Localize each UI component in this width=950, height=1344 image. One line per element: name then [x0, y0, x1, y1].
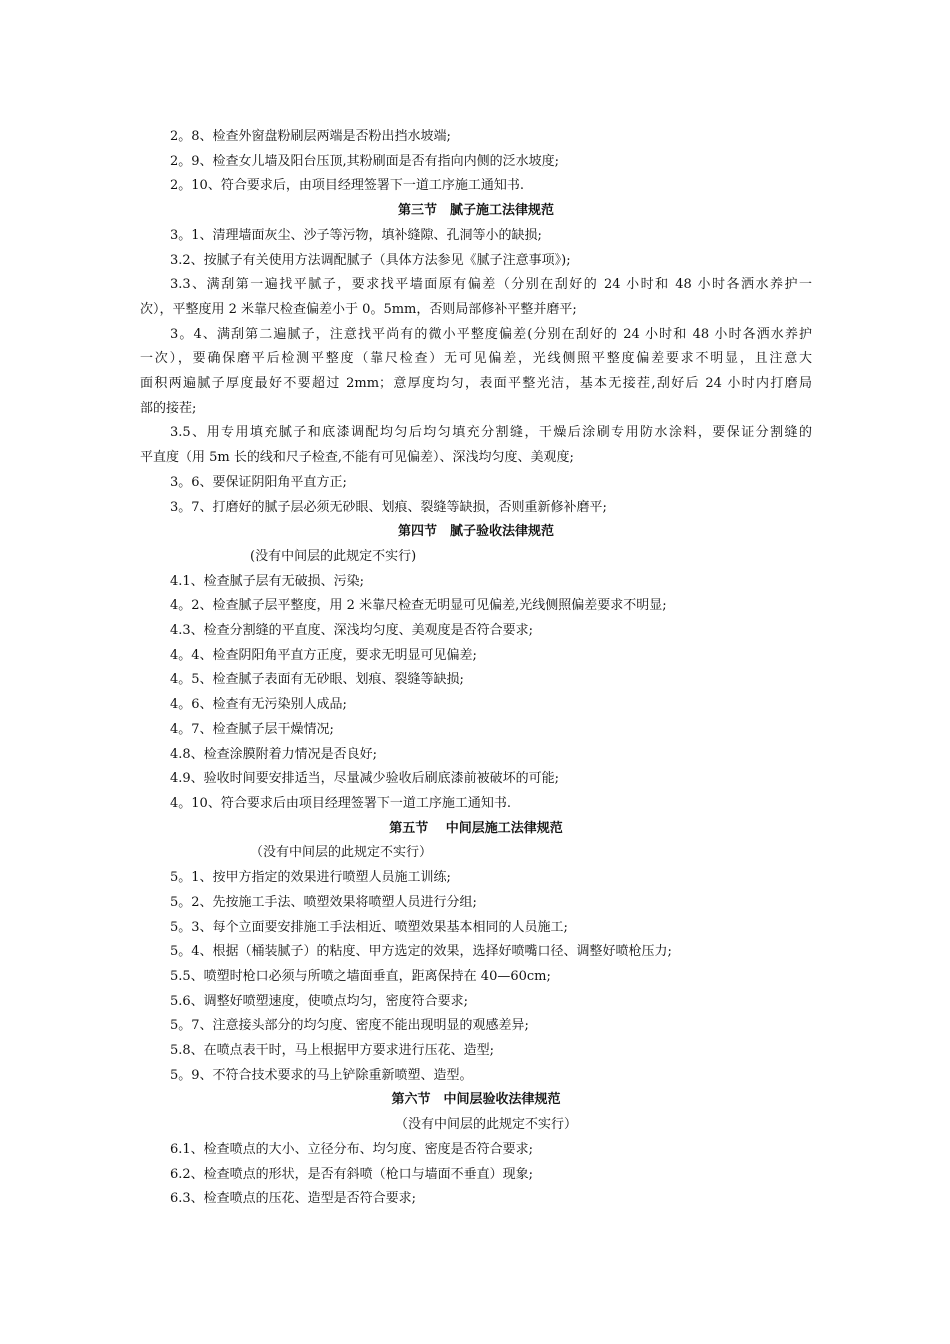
clause-3-3-line-2: 次），平整度用 2 米靠尺检查偏差小于 0。5mm，否则局部修补平整并磨平;: [140, 301, 577, 317]
clause-5-4: 5。4、根据（桶装腻子）的粘度、甲方选定的效果，选择好喷嘴口径、调整好喷枪压力;: [170, 944, 672, 960]
clause-4-5: 4。5、检查腻子表面有无砂眼、划痕、裂缝等缺损;: [170, 672, 464, 688]
clause-3-4-line-2: 一次），要确保磨平后检测平整度（靠尺检查）无可见偏差，光线侧照平整度偏差要求不明显，且注意大: [140, 351, 812, 367]
clause-3-4-line-3: 面积两遍腻子厚度最好不要超过 2mm；意厚度均匀，表面平整光洁，基本无接茬,刮好后 24 小时内打磨局: [140, 376, 812, 392]
section-3-heading: 第三节 腻子施工法律规范: [397, 203, 554, 219]
clause-6-3: 6.3、检查喷点的压花、造型是否符合要求;: [170, 1191, 417, 1207]
clause-2-8: 2。8、检查外窗盘粉刷层两端是否粉出挡水坡端;: [170, 129, 451, 144]
clause-3-6: 3。6、要保证阴阳角平直方正;: [170, 474, 347, 490]
clause-3-7: 3。7、打磨好的腻子层必须无砂眼、划痕、裂缝等缺损，否则重新修补磨平;: [170, 499, 607, 515]
document-body: [140, 125, 812, 1212]
clause-4-6: 4。6、检查有无污染别人成品;: [170, 697, 347, 713]
clause-3-3-line-1: 3.3、满刮第一遍找平腻子，要求找平墙面原有偏差（分别在刮好的 24 小时和 48 小时各洒水养护一: [170, 277, 812, 293]
clause-4-2: 4。2、检查腻子层平整度，用 2 米靠尺检查无明显可见偏差,光线侧照偏差要求不明显;: [170, 598, 667, 614]
clause-3-2: 3.2、按腻子有关使用方法调配腻子（具体方法参见《腻子注意事项》);: [170, 252, 571, 268]
clause-4-7: 4。7、检查腻子层干燥情况;: [170, 721, 334, 737]
clause-4-3: 4.3、检查分割缝的平直度、深浅均匀度、美观度是否符合要求;: [170, 623, 534, 639]
clause-5-6: 5.6、调整好喷塑速度，使喷点均匀，密度符合要求;: [170, 993, 469, 1009]
clause-5-2: 5。2、先按施工手法、喷塑效果将喷塑人员进行分组;: [170, 894, 477, 910]
section-6-note: （没有中间层的此规定不实行）: [394, 1117, 577, 1133]
section-4-heading: 第四节 腻子验收法律规范: [397, 524, 554, 540]
clause-5-7: 5。7、注意接头部分的均匀度、密度不能出现明显的观感差异;: [170, 1018, 529, 1034]
clause-5-1: 5。1、按甲方指定的效果进行喷塑人员施工训练;: [170, 870, 451, 886]
clause-4-1: 4.1、检查腻子层有无破损、污染;: [170, 573, 365, 589]
section-5-note: （没有中间层的此规定不实行）: [250, 845, 433, 861]
clause-3-5-line-2: 平直度（用 5m 长的线和尺子检查,不能有可见偏差）、深浅均匀度、美观度;: [140, 450, 574, 466]
clause-3-4-line-4: 部的接茬;: [140, 400, 197, 416]
clause-4-4: 4。4、检查阴阳角平直方正度，要求无明显可见偏差;: [170, 647, 477, 663]
clause-3-1: 3。1、清理墙面灰尘、沙子等污物，填补缝隙、孔洞等小的缺损;: [170, 227, 542, 243]
clause-5-3: 5。3、每个立面要安排施工手法相近、喷塑效果基本相同的人员施工;: [170, 919, 568, 935]
section-5-heading: 第五节 中间层施工法律规范: [389, 820, 563, 836]
clause-2-9: 2。9、检查女儿墙及阳台压顶,其粉刷面是否有指向内侧的泛水坡度;: [170, 153, 560, 169]
clause-3-5-line-1: 3.5、用专用填充腻子和底漆调配均匀后均匀填充分割缝，干燥后涂刷专用防水涂料，要保证分割缝的: [170, 425, 812, 441]
clause-4-8: 4.8、检查涂膜附着力情况是否良好;: [170, 746, 378, 762]
clause-6-1: 6.1、检查喷点的大小、立径分布、均匀度、密度是否符合要求;: [170, 1141, 534, 1157]
clause-3-4-line-1: 3。4、满刮第二遍腻子，注意找平尚有的微小平整度偏差(分别在刮好的 24 小时和 48 小时各洒水养护: [170, 326, 812, 342]
section-4-note: (没有中间层的此规定不实行): [250, 548, 417, 564]
clause-4-10: 4。10、符合要求后由项目经理签署下一道工序施工通知书.: [170, 795, 511, 811]
clause-2-10: 2。10、符合要求后，由项目经理签署下一道工序施工通知书.: [170, 178, 524, 194]
clause-6-2: 6.2、检查喷点的形状，是否有斜喷（枪口与墙面不垂直）现象;: [170, 1166, 534, 1182]
clause-5-8: 5.8、在喷点表干时，马上根据甲方要求进行压花、造型;: [170, 1043, 495, 1059]
clause-5-5: 5.5、喷塑时枪口必须与所喷之墙面垂直，距离保持在 40—60cm;: [170, 968, 551, 984]
clause-4-9: 4.9、验收时间要安排适当，尽量减少验收后刷底漆前被破坏的可能;: [170, 771, 560, 787]
section-6-heading: 第六节 中间层验收法律规范: [391, 1092, 561, 1108]
clause-5-9: 5。9、不符合技术要求的马上铲除重新喷塑、造型。: [170, 1067, 473, 1083]
